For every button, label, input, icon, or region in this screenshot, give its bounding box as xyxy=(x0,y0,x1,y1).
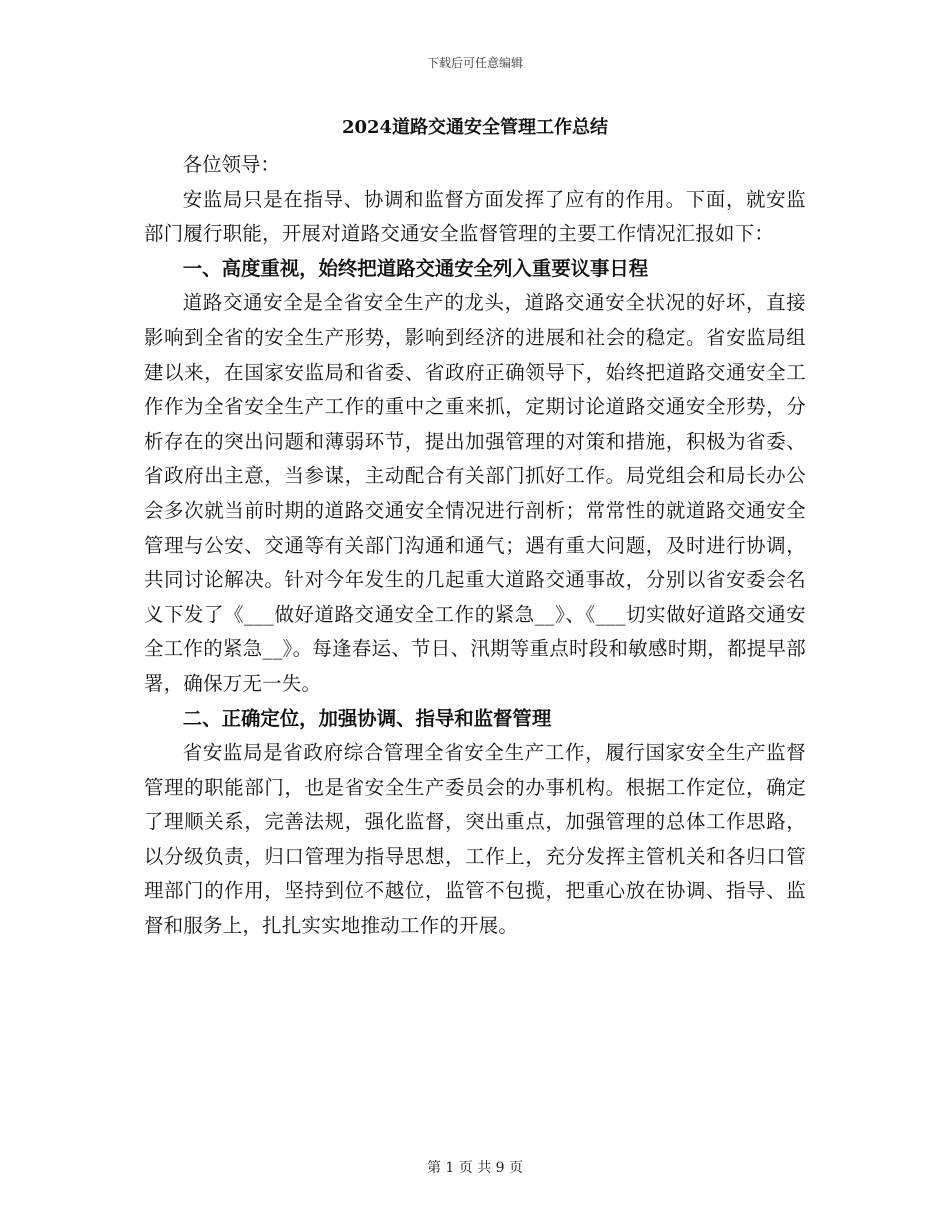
salutation: 各位领导： xyxy=(182,153,280,176)
section-1-heading: 一、高度重视，始终把道路交通安全列入重要议事日程 xyxy=(182,256,649,280)
section-2-heading: 二、正确定位，加强协调、指导和监督管理 xyxy=(182,706,552,730)
document-title: 2024道路交通安全管理工作总结 xyxy=(341,117,609,138)
header-note: 下载后可任意编辑 xyxy=(426,56,523,70)
intro-paragraph: 安监局只是在指导、协调和监督方面发挥了应有的作用。下面，就安监部门履行职能，开展对道路交通安全监督管理的主要工作情况汇报如下： xyxy=(144,187,806,246)
section-2-paragraph: 省安监局是省政府综合管理全省安全生产工作，履行国家安全生产监督管理的职能部门，也是省安全生产委员会的办事机构。根据工作定位，确定了理顺关系，完善法规，强化监督，突出重点，加强管理的总体工作思路，以分级负责，归口管理为指导思想，工作上，充分发挥主管机关和各归口管理部门的作用，坚持到位不越位，监管不包揽，把重心放在协调、指导、监督和服务上，扎扎实实地推动工作的开展。 xyxy=(144,741,806,938)
document-body xyxy=(144,110,806,944)
page-footer: 第 1 页 共 9 页 xyxy=(426,1160,524,1176)
section-1-paragraph: 道路交通安全是全省安全生产的龙头，道路交通安全状况的好坏，直接影响到全省的安全生产形势，影响到经济的进展和社会的稳定。省安监局组建以来，在国家安监局和省委、省政府正确领导下，始终把道路交通安全工作作为全省安全生产工作的重中之重来抓，定期讨论道路交通安全形势，分析存在的突出问题和薄弱环节，提出加强管理的对策和措施，积极为省委、省政府出主意，当参谋，主动配合有关部门抓好工作。局党组会和局长办公会多次就当前时期的道路交通安全情况进行剖析；常常性的就道路交通安全管理与公安、交通等有关部门沟通和通气；遇有重大问题，及时进行协调，共同讨论解决。针对今年发生的几起重大道路交通事故，分别以省安委会名义下发了《___做好道路交通安全工作的紧急__》、《___切实做好道路交通安全工作的紧急__》。每逢春运、节日、汛期等重点时段和敏感时期，都提早部署，确保万无一失。 xyxy=(144,291,806,695)
